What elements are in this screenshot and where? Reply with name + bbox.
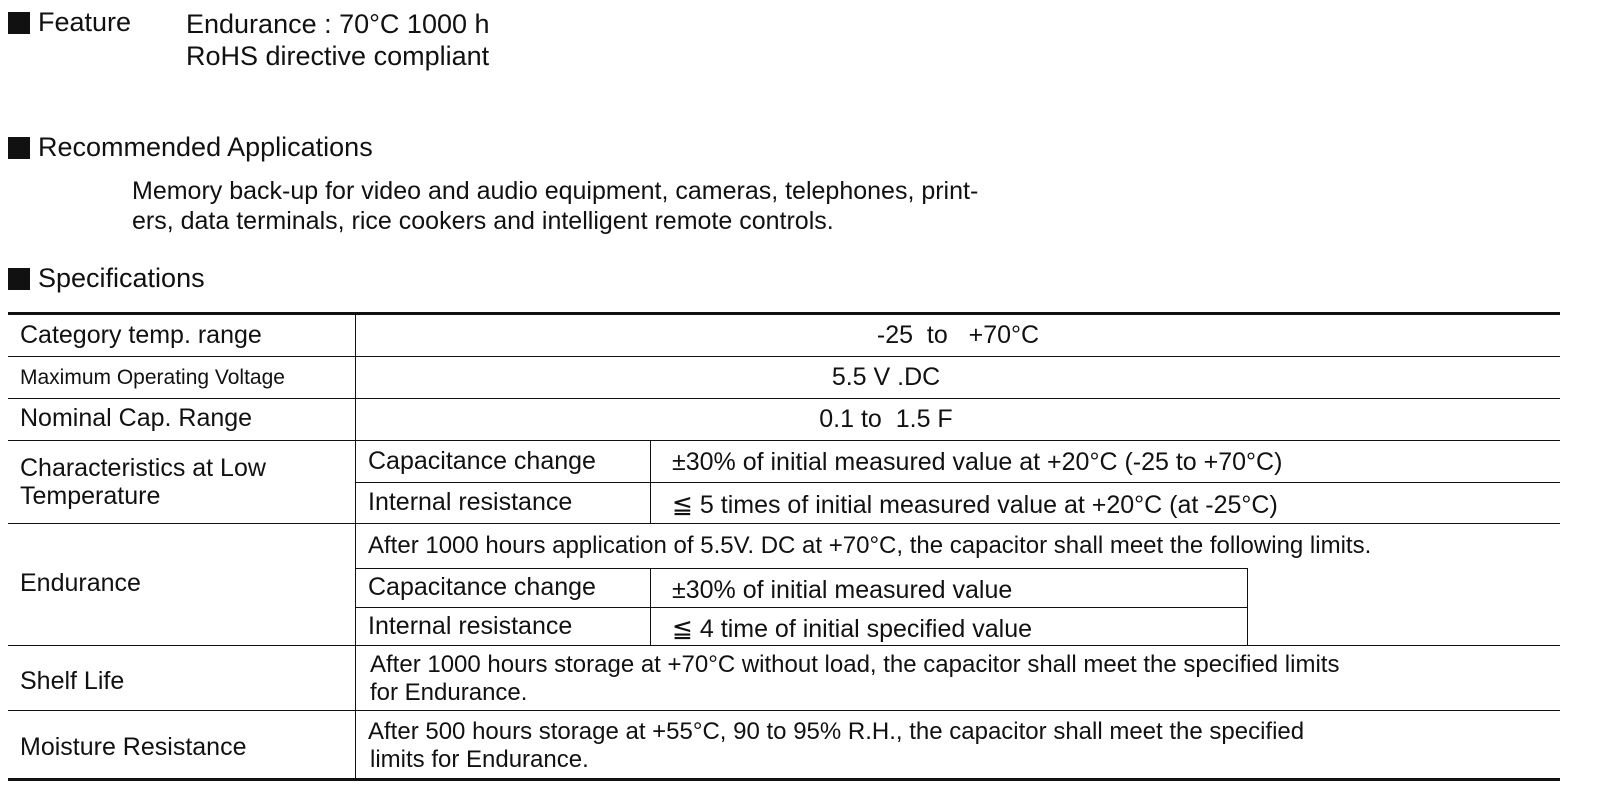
bullet-square-icon [8, 12, 30, 34]
endurance-resistance-label: Internal resistance [368, 612, 573, 640]
max-voltage-label: Maximum Operating Voltage [20, 366, 285, 389]
temp-range-label: Category temp. range [20, 321, 262, 349]
low-temp-resistance-value: ≦ 5 times of initial measured value at +20°C (at -25°C) [672, 491, 1278, 519]
moisture-label: Moisture Resistance [20, 733, 247, 761]
cap-range-value: 0.1 to 1.5 F [819, 405, 953, 433]
shelf-life-label: Shelf Life [20, 667, 125, 695]
low-temp-cap-change-value: ±30% of initial measured value at +20°C (-25 to +70°C) [672, 448, 1283, 476]
cap-range-label: Nominal Cap. Range [20, 404, 253, 432]
bullet-square-icon [8, 268, 30, 290]
endurance-cap-change-label: Capacitance change [368, 573, 596, 601]
specifications-heading: Specifications [38, 263, 205, 293]
bullet-square-icon [8, 137, 30, 159]
applications-line-1: Memory back-up for video and audio equipment, cameras, telephones, print- [132, 177, 979, 205]
max-voltage-value: 5.5 V .DC [831, 363, 941, 391]
endurance-intro: After 1000 hours application of 5.5V. DC at +70°C, the capacitor shall meet the following limits. [368, 532, 1372, 559]
low-temp-resistance-label: Internal resistance [368, 488, 573, 516]
low-temp-label-line-1: Characteristics at Low [20, 454, 266, 482]
endurance-cap-change-value: ±30% of initial measured value [672, 576, 1013, 604]
moisture-line-1: After 500 hours storage at +55°C, 90 to 95% R.H., the capacitor shall meet the specified [368, 718, 1305, 745]
endurance-label: Endurance [20, 569, 141, 597]
endurance-resistance-value: ≦ 4 time of initial specified value [672, 615, 1033, 643]
shelf-life-line-1: After 1000 hours storage at +70°C without load, the capacitor shall meet the specified limits [370, 651, 1340, 678]
feature-line-1: Endurance : 70°C 1000 h [186, 9, 490, 39]
feature-line-2: RoHS directive compliant [186, 41, 490, 71]
low-temp-cap-change-label: Capacitance change [368, 447, 596, 475]
applications-heading: Recommended Applications [38, 132, 373, 162]
moisture-line-2: limits for Endurance. [370, 746, 589, 773]
low-temp-label-line-2: Temperature [20, 482, 161, 510]
temp-range-value: -25 to +70°C [876, 321, 1040, 349]
applications-line-2: ers, data terminals, rice cookers and intelligent remote controls. [132, 207, 834, 235]
shelf-life-line-2: for Endurance. [370, 679, 528, 706]
feature-heading: Feature [38, 7, 132, 37]
